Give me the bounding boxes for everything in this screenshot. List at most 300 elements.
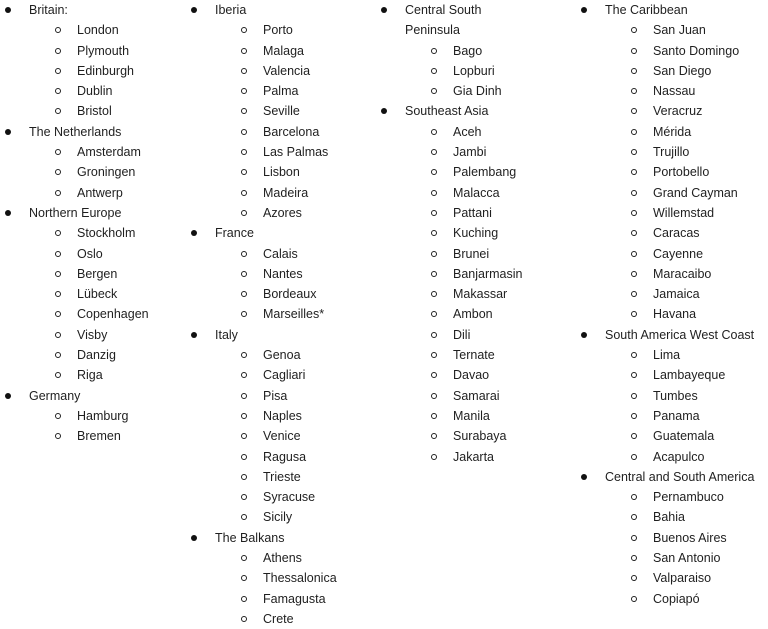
bullet-circle-icon [431,230,437,236]
list-item [376,223,576,243]
city-label: Sicily [263,510,293,525]
list-item [186,162,376,182]
list-item [186,264,376,284]
list-item [376,264,576,284]
bullet-disc-icon [5,210,11,216]
list-item [186,345,376,365]
city-label: Lima [653,348,681,363]
city-label: Amsterdam [77,145,141,160]
list-item [186,284,376,304]
region-label: The Caribbean [605,3,688,17]
city-label: Naples [263,408,302,423]
bullet-circle-icon [241,271,247,277]
city-label: Jakarta [453,449,494,464]
bullet-circle-icon [241,555,247,561]
city-label: Porto [263,23,293,38]
city-label: San Juan [653,23,706,38]
bullet-circle-icon [241,372,247,378]
bullet-circle-icon [431,149,437,155]
city-label: Valparaiso [653,571,712,586]
city-label: Willemstad [653,205,715,220]
city-label: Bago [453,43,483,58]
region-heading [376,101,576,121]
region-heading [376,0,576,41]
city-label: Trieste [263,469,301,484]
list-item [576,487,768,507]
bullet-circle-icon [241,575,247,581]
list-item [0,20,186,40]
bullet-circle-icon [241,210,247,216]
list-item [186,244,376,264]
city-label: Banjarmasin [453,266,523,281]
city-label: Lübeck [77,287,118,302]
list-item [376,304,576,324]
region-heading [186,528,376,548]
list-item [376,386,576,406]
list-item [0,81,186,101]
list-item [186,507,376,527]
bullet-circle-icon [631,352,637,358]
list-item [186,609,376,629]
list-item [186,122,376,142]
list-item [0,304,186,324]
list-item [0,223,186,243]
region-heading [576,0,768,20]
city-label: Ternate [453,348,495,363]
list-item [376,183,576,203]
region-label: Central and South America [605,469,755,484]
bullet-circle-icon [55,352,61,358]
list-item [186,487,376,507]
list-item [376,284,576,304]
city-label: Crete [263,611,294,626]
bullet-circle-icon [241,27,247,33]
bullet-circle-icon [55,48,61,54]
city-label: Hamburg [77,408,129,423]
bullet-circle-icon [631,555,637,561]
bullet-disc-icon [581,474,587,480]
bullet-disc-icon [581,7,587,13]
city-label: Nantes [263,266,303,281]
list-item [576,548,768,568]
city-label: Lopburi [453,63,495,78]
city-label: Kuching [453,226,499,241]
city-label: Ragusa [263,449,307,464]
city-label: Copiapó [653,591,700,606]
bullet-circle-icon [431,352,437,358]
city-label: Bremen [77,429,121,444]
list-item [376,365,576,385]
list-item [0,264,186,284]
bullet-circle-icon [431,291,437,297]
city-label: Santo Domingo [653,43,740,58]
list-item [576,406,768,426]
city-label: Bristol [77,104,112,119]
bullet-circle-icon [631,149,637,155]
city-label: Malacca [453,185,500,200]
city-label: Makassar [453,287,508,302]
city-label: Thessalonica [263,571,337,586]
city-label: Jamaica [653,287,700,302]
region-label: Northern Europe [29,205,122,220]
list-item [186,183,376,203]
city-label: Panama [653,408,700,423]
city-label: Guatemala [653,429,715,444]
city-label: Pernambuco [653,490,724,505]
city-label: Pattani [453,205,492,220]
bullet-circle-icon [55,433,61,439]
list-item [0,365,186,385]
list-item [576,203,768,223]
list-item [186,467,376,487]
list-item [576,386,768,406]
city-label: Valencia [263,63,311,78]
city-label: Buenos Aires [653,530,727,545]
region-label: Iberia [215,3,247,17]
region-label: France [215,226,254,241]
bullet-circle-icon [631,311,637,317]
city-label: Bergen [77,266,118,281]
city-label: Acapulco [653,449,705,464]
list-item [576,101,768,121]
bullet-circle-icon [241,596,247,602]
city-label: Plymouth [77,43,130,58]
bullet-circle-icon [631,372,637,378]
list-item [376,345,576,365]
list-item [186,203,376,223]
list-item [576,304,768,324]
bullet-circle-icon [431,311,437,317]
city-label: Trujillo [653,145,690,160]
city-label: Cayenne [653,246,704,261]
bullet-circle-icon [55,413,61,419]
region-label: The Balkans [215,530,285,545]
list-item [376,244,576,264]
bullet-circle-icon [631,48,637,54]
list-item [576,162,768,182]
bullet-disc-icon [5,129,11,135]
list-item [0,406,186,426]
list-item [186,589,376,609]
city-label: Davao [453,368,490,383]
list-item [576,122,768,142]
city-label: Venice [263,429,301,444]
region-heading [576,325,768,345]
list-item [376,122,576,142]
region-heading [576,467,768,487]
bullet-circle-icon [55,251,61,257]
bullet-circle-icon [431,393,437,399]
bullet-circle-icon [55,88,61,94]
region-heading [0,0,186,20]
city-label: Gia Dinh [453,84,502,99]
city-label: Malaga [263,43,304,58]
bullet-circle-icon [631,393,637,399]
list-item [186,548,376,568]
city-label: Manila [453,408,490,423]
list-item [0,244,186,264]
bullet-circle-icon [241,190,247,196]
bullet-circle-icon [55,108,61,114]
bullet-circle-icon [55,271,61,277]
list-item [186,81,376,101]
city-label: Famagusta [263,591,326,606]
column-4 [576,0,768,609]
city-label: Dublin [77,84,113,99]
bullet-circle-icon [631,169,637,175]
bullet-circle-icon [431,372,437,378]
city-label: Veracruz [653,104,703,119]
bullet-circle-icon [55,169,61,175]
bullet-circle-icon [55,291,61,297]
list-item [576,284,768,304]
region-label: Germany [29,388,81,403]
list-item [186,386,376,406]
city-label: Genoa [263,348,301,363]
list-item [376,41,576,61]
bullet-circle-icon [631,575,637,581]
list-item [186,365,376,385]
bullet-disc-icon [191,332,197,338]
list-item [186,568,376,588]
bullet-circle-icon [631,210,637,216]
region-heading [0,386,186,406]
city-label: Ambon [453,307,493,322]
city-label: Bahia [653,510,685,525]
city-label: San Antonio [653,551,721,566]
bullet-circle-icon [431,433,437,439]
bullet-circle-icon [431,454,437,460]
city-label: Riga [77,368,103,383]
bullet-circle-icon [631,413,637,419]
bullet-circle-icon [241,88,247,94]
city-label: Antwerp [77,185,123,200]
bullet-circle-icon [631,88,637,94]
bullet-circle-icon [241,251,247,257]
city-label: Havana [653,307,697,322]
bullet-circle-icon [241,413,247,419]
city-label: Tumbes [653,388,698,403]
list-item [186,406,376,426]
bullet-circle-icon [631,596,637,602]
bullet-circle-icon [631,291,637,297]
bullet-circle-icon [55,230,61,236]
bullet-disc-icon [5,7,11,13]
bullet-circle-icon [631,454,637,460]
city-label: Azores [263,205,302,220]
region-label: South America West Coast [605,327,755,342]
city-label: Danzig [77,348,116,363]
list-item [576,365,768,385]
bullet-disc-icon [5,393,11,399]
bullet-circle-icon [55,149,61,155]
city-label: Dili [453,327,471,342]
bullet-circle-icon [241,514,247,520]
list-item [576,223,768,243]
list-item [186,101,376,121]
city-label: Seville [263,104,300,119]
column-1 [0,0,186,447]
bullet-circle-icon [631,251,637,257]
bullet-disc-icon [191,535,197,541]
list-item [186,41,376,61]
bullet-circle-icon [431,68,437,74]
bullet-circle-icon [241,311,247,317]
city-label: London [77,23,119,38]
list-item [0,345,186,365]
city-label: Athens [263,551,302,566]
city-label: Palembang [453,165,517,180]
city-label: Surabaya [453,429,507,444]
region-label: Italy [215,327,238,342]
list-item [186,61,376,81]
bullet-circle-icon [55,332,61,338]
bullet-circle-icon [241,454,247,460]
bullet-disc-icon [381,108,387,114]
bullet-circle-icon [241,474,247,480]
city-label: Edinburgh [77,63,134,78]
bullet-circle-icon [631,108,637,114]
bullet-circle-icon [241,433,247,439]
list-item [576,41,768,61]
list-item [576,426,768,446]
city-label: Portobello [653,165,710,180]
bullet-circle-icon [631,190,637,196]
list-item [376,325,576,345]
list-item [186,426,376,446]
city-label: Las Palmas [263,145,329,160]
region-heading [186,0,376,20]
bullet-circle-icon [631,271,637,277]
bullet-circle-icon [431,251,437,257]
bullet-circle-icon [631,27,637,33]
bullet-circle-icon [241,48,247,54]
bullet-disc-icon [381,7,387,13]
region-label: The Netherlands [29,124,122,139]
bullet-circle-icon [241,352,247,358]
bullet-circle-icon [431,48,437,54]
city-label: Maracaibo [653,266,712,281]
region-label: Britain: [29,3,68,17]
bullet-circle-icon [631,129,637,135]
bullet-circle-icon [431,271,437,277]
list-item [376,81,576,101]
list-item [576,345,768,365]
region-heading [186,223,376,243]
list-item [576,61,768,81]
list-item [376,203,576,223]
bullet-circle-icon [631,68,637,74]
city-label: Bordeaux [263,287,317,302]
bullet-disc-icon [191,230,197,236]
city-label: Groningen [77,165,136,180]
list-item [576,589,768,609]
list-item [186,142,376,162]
bullet-circle-icon [55,27,61,33]
bullet-circle-icon [241,129,247,135]
city-label: Samarai [453,388,500,403]
city-label: Visby [77,327,108,342]
list-item [186,304,376,324]
list-item [0,183,186,203]
city-label: Mérida [653,124,692,139]
list-item [576,528,768,548]
bullet-circle-icon [241,108,247,114]
list-item [0,325,186,345]
city-label: Jambi [453,145,487,160]
list-item [376,426,576,446]
bullet-circle-icon [631,433,637,439]
bullet-circle-icon [55,190,61,196]
city-label: Lisbon [263,165,300,180]
region-label: Southeast Asia [405,104,489,119]
city-label: Nassau [653,84,696,99]
bullet-disc-icon [581,332,587,338]
list-item [0,101,186,121]
city-label: Brunei [453,246,490,261]
list-item [576,142,768,162]
list-item [0,284,186,304]
city-label: San Diego [653,63,712,78]
city-label: Lambayeque [653,368,726,383]
bullet-circle-icon [431,88,437,94]
bullet-circle-icon [431,129,437,135]
city-label: Pisa [263,388,288,403]
region-heading [186,325,376,345]
bullet-circle-icon [55,372,61,378]
city-label: Caracas [653,226,700,241]
city-label: Barcelona [263,124,320,139]
bullet-circle-icon [241,68,247,74]
region-heading [0,203,186,223]
city-label: Marseilles* [263,307,325,322]
city-label: Aceh [453,124,482,139]
city-label: Palma [263,84,299,99]
bullet-circle-icon [241,616,247,622]
city-label: Grand Cayman [653,185,738,200]
list-item [376,61,576,81]
list-item [0,61,186,81]
list-item [186,447,376,467]
city-label: Syracuse [263,490,316,505]
bullet-circle-icon [241,393,247,399]
region-label: Central South Peninsula [405,3,482,38]
list-item [376,142,576,162]
bullet-circle-icon [241,494,247,500]
city-label: Calais [263,246,298,261]
city-label: Stockholm [77,226,136,241]
list-item [0,41,186,61]
city-label: Cagliari [263,368,306,383]
region-heading [0,122,186,142]
list-item [0,426,186,446]
list-item [376,162,576,182]
bullet-circle-icon [431,332,437,338]
column-2 [186,0,376,629]
column-3 [376,0,576,467]
city-label: Oslo [77,246,103,261]
bullet-circle-icon [631,494,637,500]
bullet-circle-icon [631,514,637,520]
list-item [186,20,376,40]
list-item [376,406,576,426]
list-item [576,244,768,264]
bullet-disc-icon [191,7,197,13]
list-item [0,142,186,162]
list-item [576,447,768,467]
bullet-circle-icon [431,190,437,196]
list-item [0,162,186,182]
